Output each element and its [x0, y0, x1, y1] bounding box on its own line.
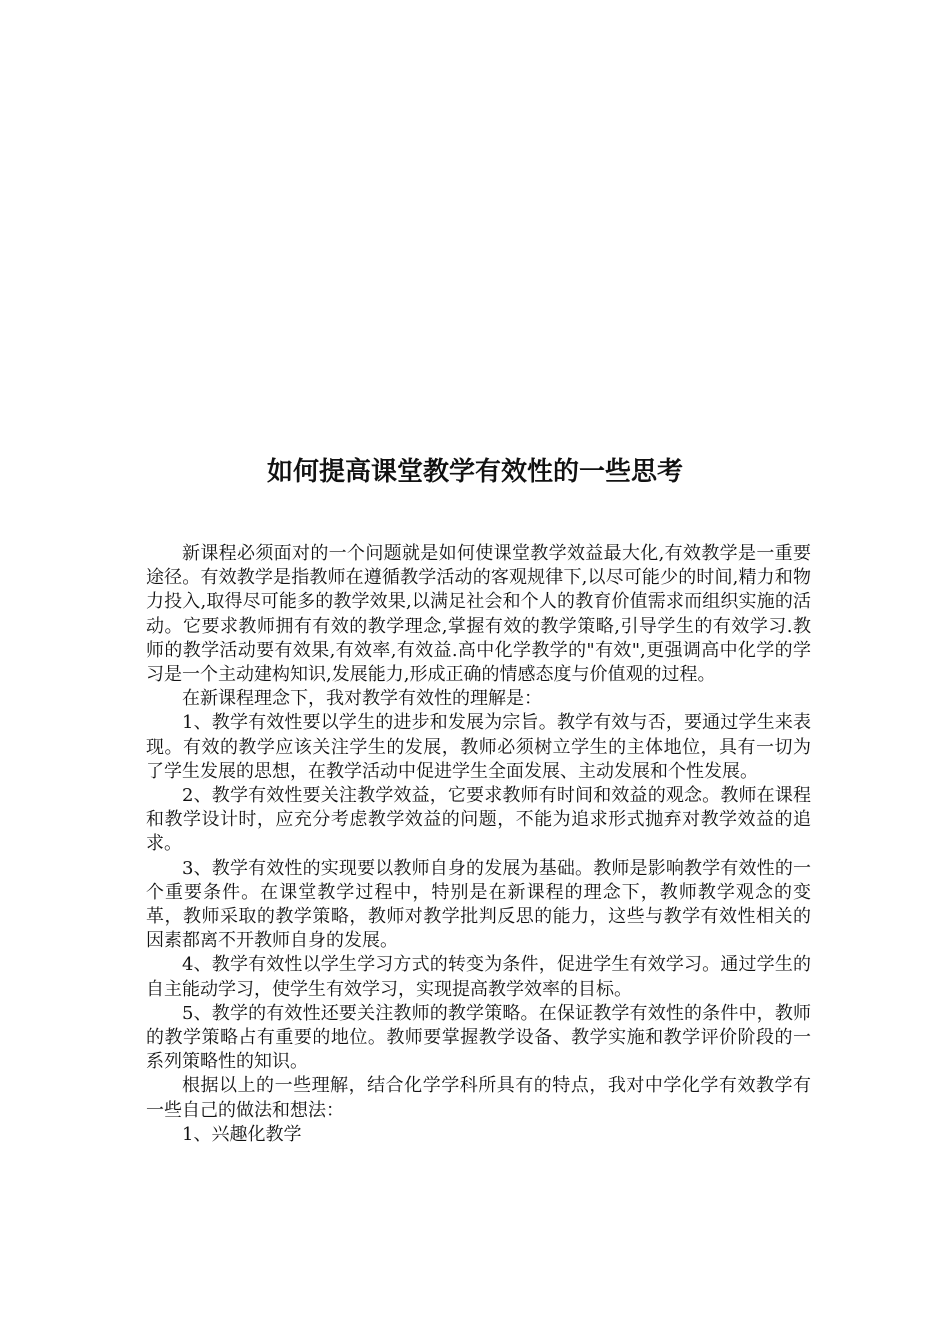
paragraph-point-1: 1、教学有效性要以学生的进步和发展为宗旨。教学有效与否，要通过学生来表现。有效的教学应该关注学生的发展，教师必须树立学生的主体地位，具有一切为了学生发展的思想，在教学活动中促进学生全面发展、主动发展和个性发展。 — [146, 712, 811, 782]
paragraph-section-heading: 1、兴趣化教学 — [182, 1123, 302, 1145]
paragraph-point-3: 3、教学有效性的实现要以教师自身的发展为基础。教师是影响教学有效性的一个重要条件。在课堂教学过程中，特别是在新课程的理念下，教师教学观念的变革，教师采取的教学策略，教师对教学批判反思的能力，这些与教学有效性相关的因素都离不开教师自身的发展。 — [146, 857, 811, 952]
paragraph-understanding-lead: 在新课程理念下，我对教学有效性的理解是： — [182, 688, 542, 710]
paragraph-practice-lead: 根据以上的一些理解，结合化学学科所具有的特点，我对中学化学有效教学有一些自己的做法和想法： — [146, 1075, 811, 1121]
paragraph-point-2: 2、教学有效性要关注教学效益，它要求教师有时间和效益的观念。教师在课程和教学设计时，应充分考虑教学效益的问题，不能为追求形式抛弃对教学效益的追求。 — [146, 785, 811, 855]
paragraph-point-5: 5、教学的有效性还要关注教师的教学策略。在保证教学有效性的条件中，教师的教学策略占有重要的地位。教师要掌握教学设备、教学实施和教学评价阶段的一系列策略性的知识。 — [146, 1002, 811, 1073]
document-body — [146, 542, 811, 1147]
paragraph-point-4: 4、教学有效性以学生学习方式的转变为条件，促进学生有效学习。通过学生的自主能动学习，使学生有效学习，实现提高教学效率的目标。 — [146, 954, 811, 1000]
document-title: 如何提高课堂教学有效性的一些思考 — [266, 457, 683, 487]
paragraph-intro: 新课程必须面对的一个问题就是如何使课堂教学效益最大化,有效教学是一重要途径。有效教学是指教师在遵循教学活动的客观规律下,以尽可能少的时间,精力和物力投入,取得尽可能多的教学效果,以满足社会和个人的教育价值需求而组织实施的活动。它要求教师拥有有效的教学理念,掌握有效的教学策略,引导学生的有效学习.教师的教学活动要有效果,有效率,有效益.高中化学教学的"有效",更强调高中化学的学习是一个主动建构知识,发展能力,形成正确的情感态度与价值观的过程。 — [146, 543, 811, 686]
